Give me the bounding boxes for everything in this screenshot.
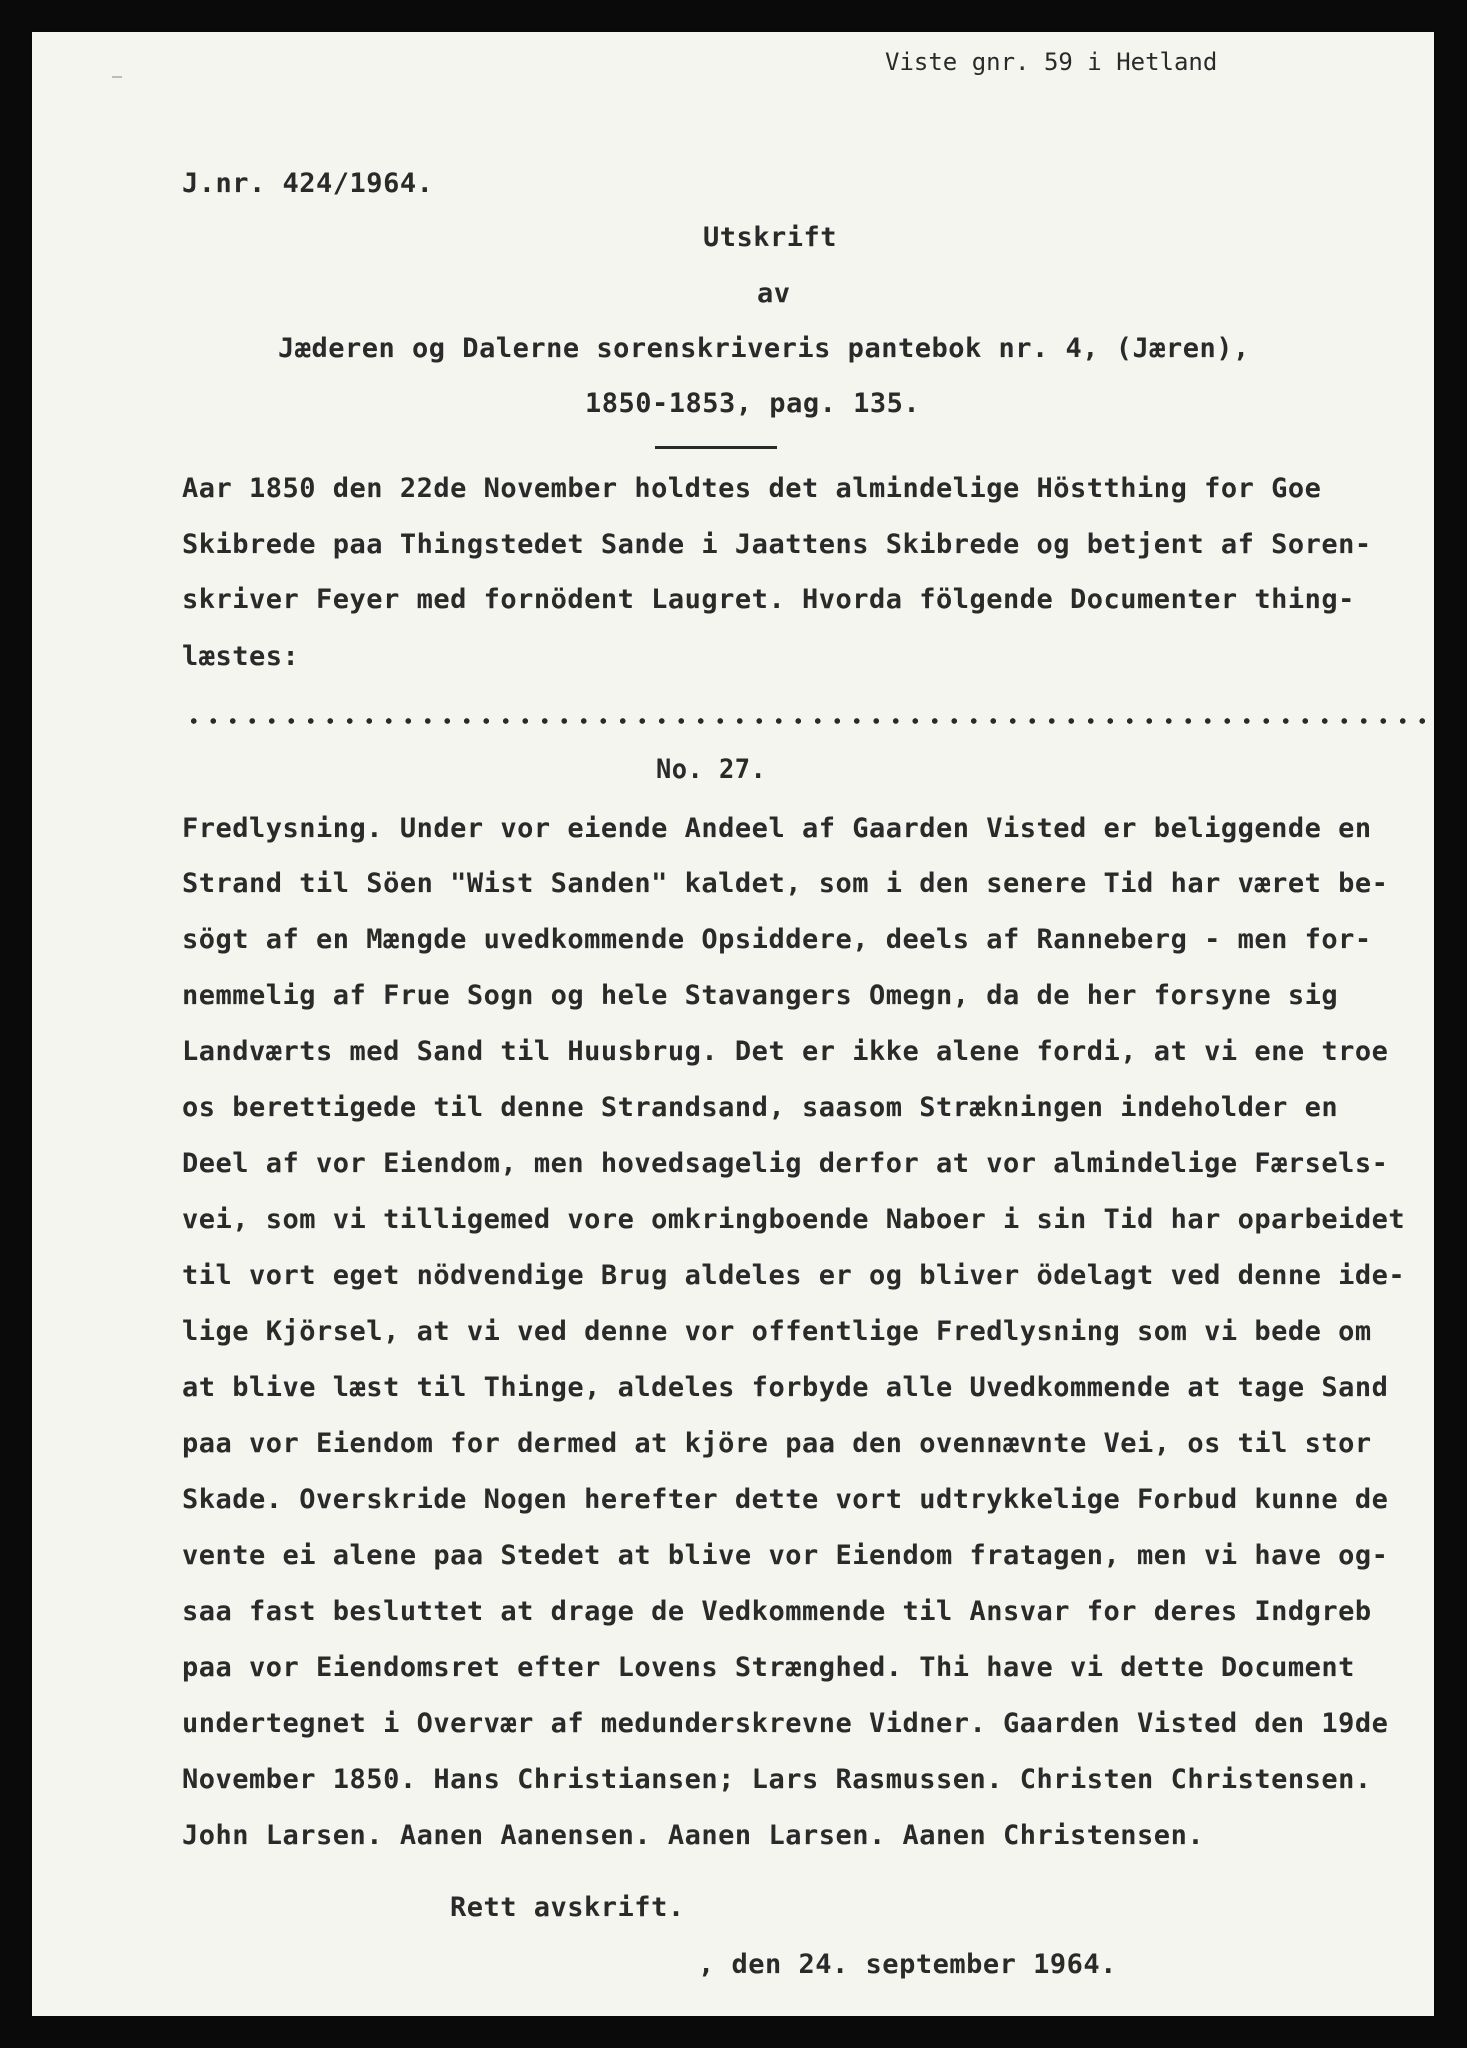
intro-line: Skibrede paa Thingstedet Sande i Jaattens Skibrede og betjent af Soren- <box>182 529 1372 560</box>
intro-line: læstes: <box>182 641 300 672</box>
title-underline <box>655 446 777 449</box>
body-line: John Larsen. Aanen Aanensen. Aanen Larsen. Aanen Christensen. <box>182 1820 1205 1851</box>
body-line: Deel af vor Eiendom, men hovedsagelig derfor at vor almindelige Færsels- <box>182 1148 1389 1179</box>
intro-line: Aar 1850 den 22de November holdtes det almindelige Höstthing for Goe <box>182 473 1322 504</box>
body-line: vei, som vi tilligemed vore omkringboende Naboer i sin Tid har oparbeidet <box>182 1204 1406 1235</box>
body-line: Fredlysning. Under vor eiende Andeel af Gaarden Visted er beliggende en <box>182 813 1372 844</box>
certification-note: Rett avskrift. <box>450 1892 685 1923</box>
journal-number: J.nr. 424/1964. <box>182 168 434 199</box>
body-line: sögt af en Mængde uvedkommende Opsiddere, deels af Ranneberg - men for- <box>182 924 1372 955</box>
margin-mark <box>112 76 122 78</box>
body-line: paa vor Eiendom for dermed at kjöre paa den ovennævnte Vei, os til stor <box>182 1428 1372 1459</box>
body-line: Skade. Overskride Nogen herefter dette vort udtrykkelige Forbud kunne de <box>182 1484 1389 1515</box>
body-line: undertegnet i Overvær af medunderskrevne Vidner. Gaarden Visted den 19de <box>182 1708 1389 1739</box>
body-line: at blive læst til Thinge, aldeles forbyde alle Uvedkommende at tage Sand <box>182 1372 1389 1403</box>
source-pages: 1850-1853, pag. 135. <box>585 388 921 419</box>
certification-date: , den 24. september 1964. <box>698 1949 1117 1980</box>
title-preposition: av <box>757 278 791 309</box>
archive-reference: Viste gnr. 59 i Hetland <box>885 48 1218 76</box>
body-line: saa fast besluttet at drage de Vedkommende til Ansvar for deres Indgreb <box>182 1596 1372 1627</box>
source-book: Jæderen og Dalerne sorenskriveris pantebok nr. 4, (Jæren), <box>278 333 1250 364</box>
body-line: paa vor Eiendomsret efter Lovens Strænghed. Thi have vi dette Document <box>182 1652 1355 1683</box>
body-line: os berettigede til denne Strandsand, saasom Strækningen indeholder en <box>182 1092 1339 1123</box>
document-page <box>32 32 1434 2016</box>
body-line: lige Kjörsel, at vi ved denne vor offentlige Fredlysning som vi bede om <box>182 1316 1372 1347</box>
document-title: Utskrift <box>703 222 838 253</box>
body-line: Landværts med Sand til Huusbrug. Det er ikke alene fordi, at vi ene troe <box>182 1036 1389 1067</box>
body-line: nemmelig af Frue Sogn og hele Stavangers Omegn, da de her forsyne sig <box>182 980 1339 1011</box>
entry-number: No. 27. <box>656 754 767 785</box>
body-line: til vort eget nödvendige Brug aldeles er og bliver ödelagt ved denne ide- <box>182 1260 1406 1291</box>
dotted-separator <box>184 716 1434 726</box>
body-line: Strand til Söen "Wist Sanden" kaldet, som i den senere Tid har været be- <box>182 868 1389 899</box>
intro-line: skriver Feyer med fornödent Laugret. Hvorda fölgende Documenter thing- <box>182 584 1355 615</box>
body-line: vente ei alene paa Stedet at blive vor Eiendom fratagen, men vi have og- <box>182 1540 1389 1571</box>
body-line: November 1850. Hans Christiansen; Lars Rasmussen. Christen Christensen. <box>182 1764 1372 1795</box>
